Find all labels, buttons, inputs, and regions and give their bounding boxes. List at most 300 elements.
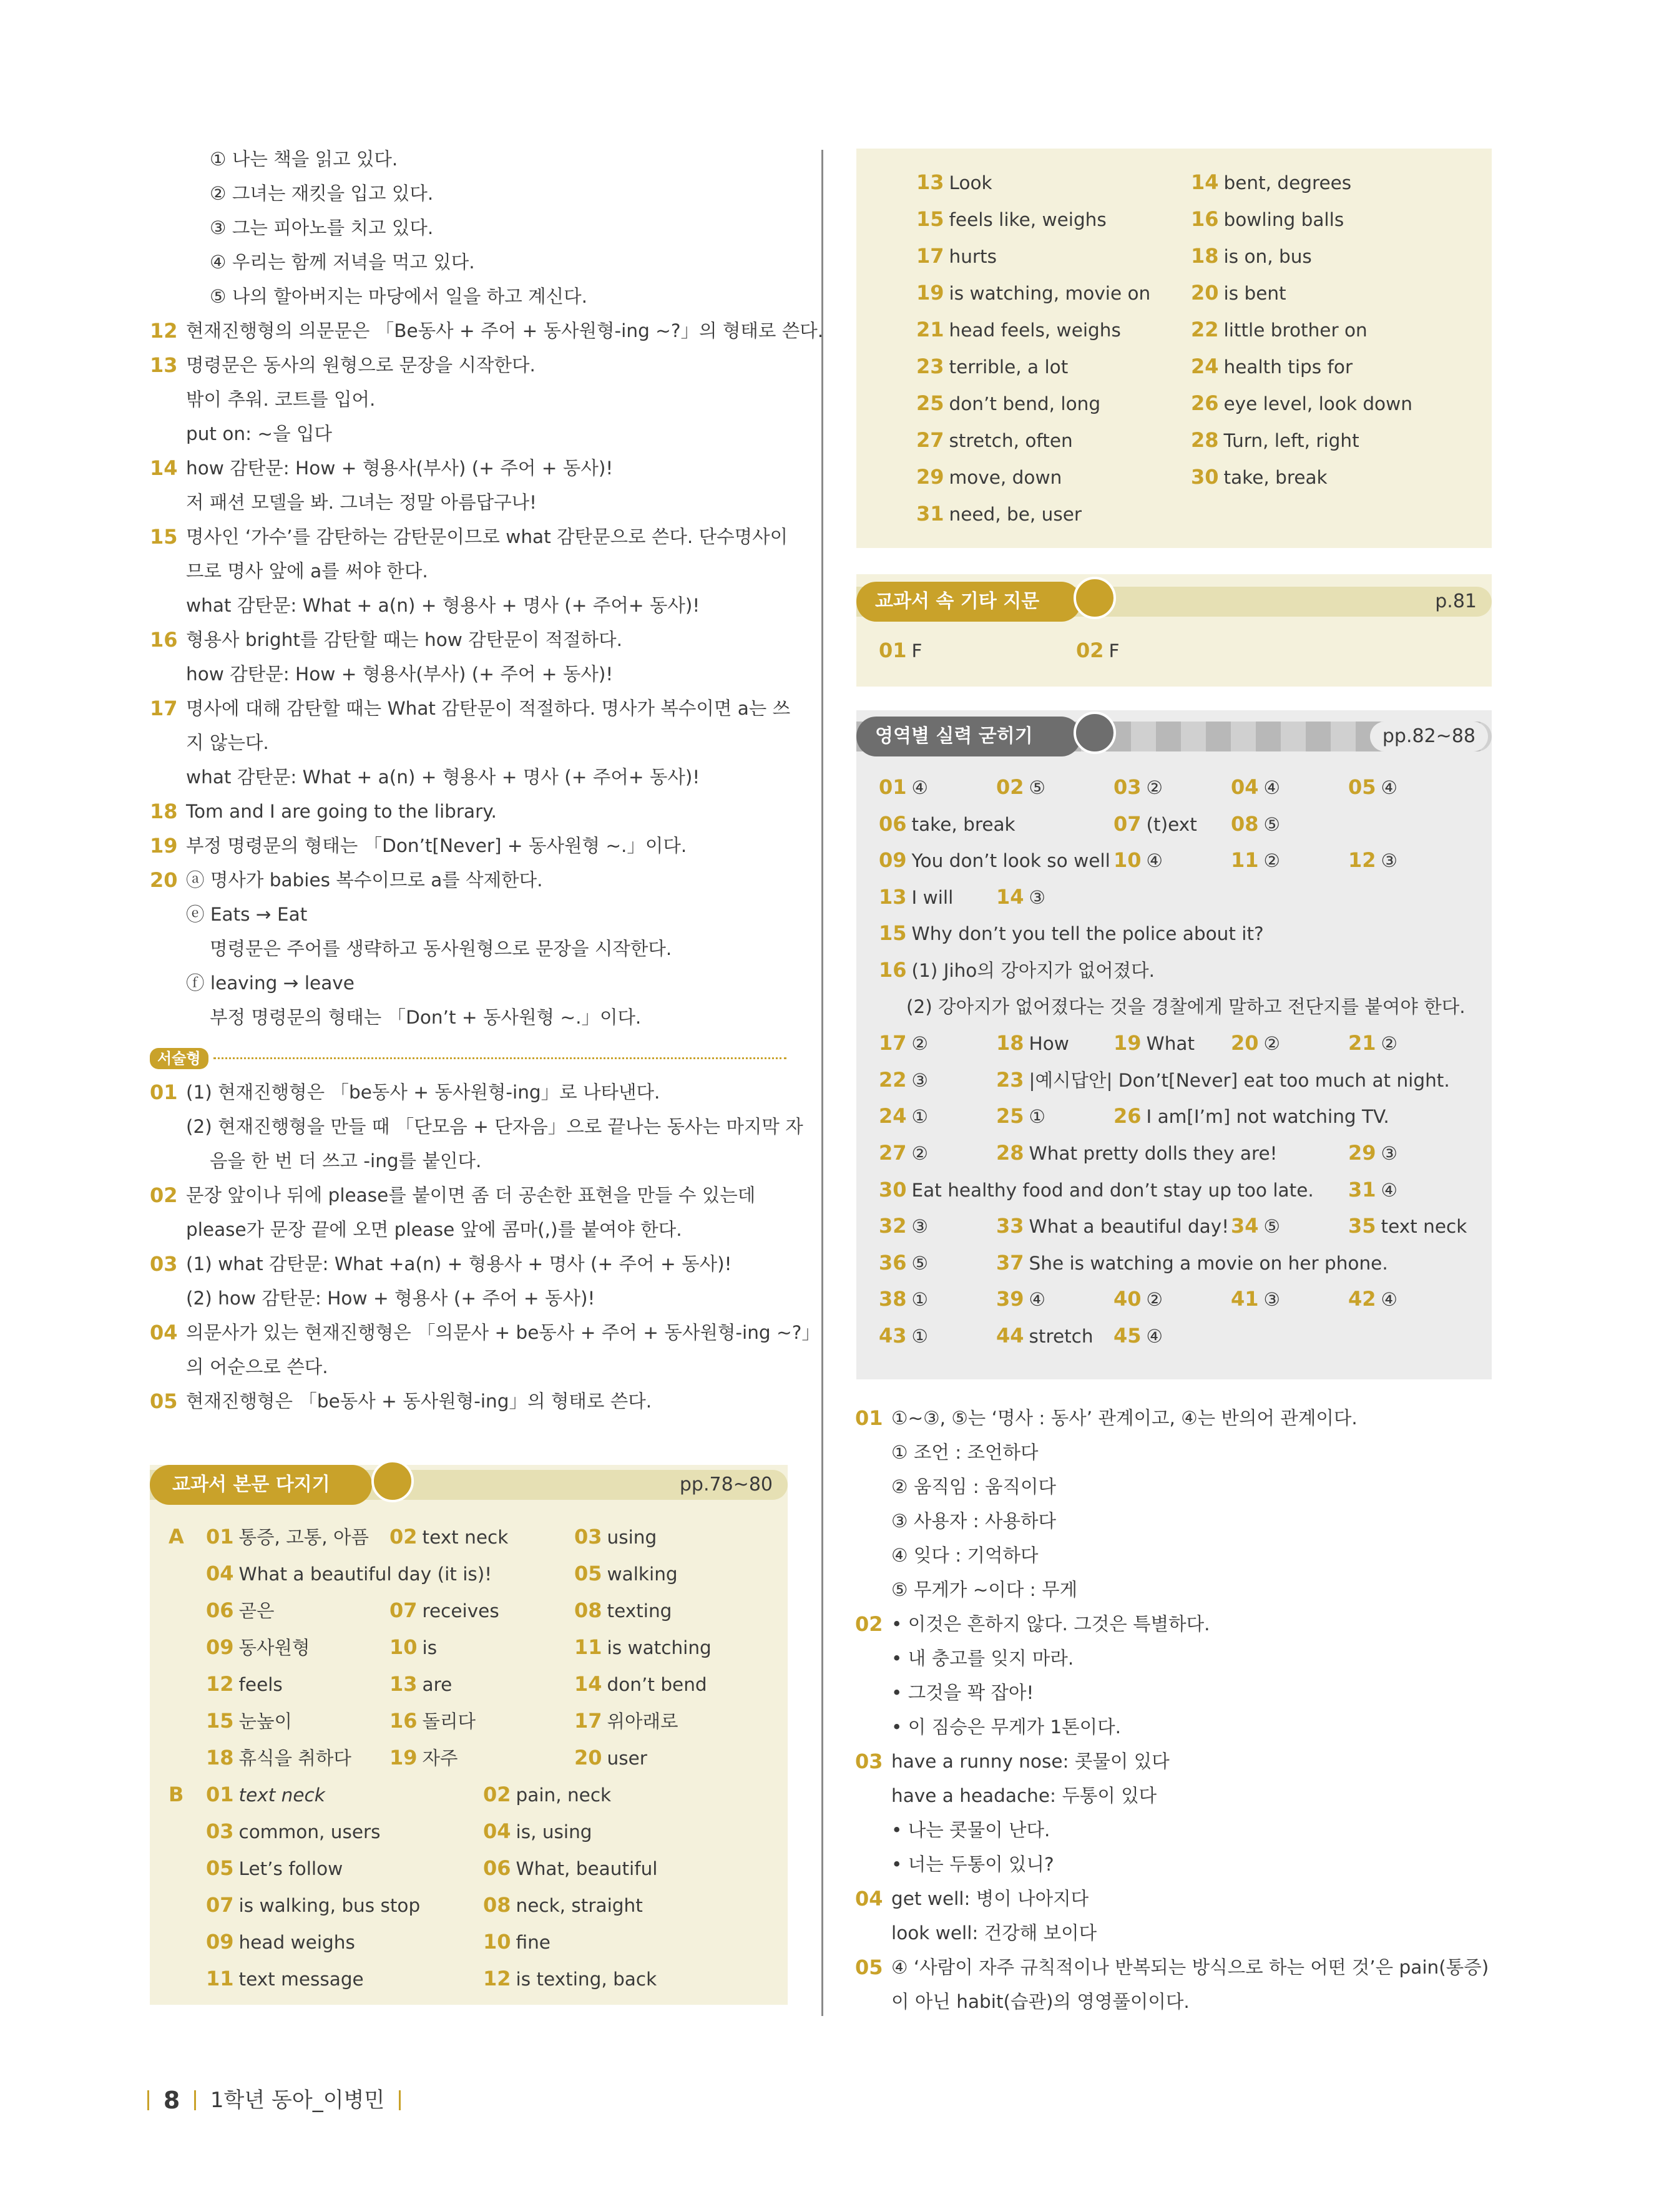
answer-number: 20 [1191,281,1219,305]
explanation-text: 부정 명령문의 형태는 「Don’t[Never] + 동사원형 ~.」이다. [186,835,687,856]
answer-number: 07 [206,1893,234,1917]
explanation-line [150,245,786,280]
answer-cell [1191,164,1351,202]
answer-text: (1) Jiho의 강아지가 없어졌다. [911,959,1155,981]
answer-text: ③ [1381,850,1397,872]
answer-row [150,1740,788,1776]
answer-number: 43 [879,1323,907,1348]
answer-text: take, break [1223,467,1328,488]
answer-text: health tips for [1223,356,1353,378]
answer-text: Turn, left, right [1223,430,1359,451]
answer-cell [389,1703,476,1740]
answer-text: fine [516,1932,551,1953]
answer-text: ② [911,1033,928,1055]
answer-cell [574,1666,707,1703]
answer-text: ① [911,1289,928,1311]
explanation-text: ⑤ 나의 할아버지는 마당에서 일을 하고 계신다. [210,286,588,307]
answer-cell [879,952,1155,989]
answer-row [856,459,1492,496]
question-number: 03 [150,1252,178,1276]
explanation-line [855,1607,1492,1642]
answer-text: ⑤ [1263,1216,1280,1238]
answer-number: 31 [1348,1177,1376,1201]
explanation-line [150,795,786,829]
answer-number: 01 [879,775,907,799]
answer-text: ⑤ [1029,777,1045,798]
gita-header [856,582,1492,619]
answer-cell [389,1629,437,1666]
answer-cell [1113,806,1197,843]
question-number: 01 [150,1080,178,1104]
explanation-line [150,1178,786,1213]
answers-top-list [856,164,1492,532]
answer-cell [879,879,953,916]
answer-cell [389,1666,452,1703]
answer-number: 37 [996,1250,1024,1275]
footer-bar [194,2090,196,2110]
answer-row [856,1135,1492,1172]
explanation-text: 명사인 ‘가수’를 감탄하는 감탄문이므로 what 감탄문으로 쓴다. 단수명사이 [186,526,788,547]
answer-number: 35 [1348,1214,1376,1238]
question-number: 04 [150,1321,178,1344]
answer-cell [206,1887,420,1924]
answer-text: ① [911,1325,928,1347]
answer-cell [389,1592,499,1630]
answer-text: 위아래로 [607,1711,678,1732]
answer-number: 18 [1191,244,1219,268]
answer-row [856,879,1492,916]
answer-text: don’t bend, long [949,393,1101,414]
explanation-text: how 감탄문: How + 형용사(부사) (+ 주어 + 동사)! [186,663,614,685]
explanation-text: • 내 충고를 잊지 마라. [891,1648,1074,1669]
footer-title: 1학년 동아_이병민 [210,2087,385,2113]
answer-cell [879,769,928,806]
answer-number: 11 [574,1635,602,1659]
answer-number: 06 [206,1598,234,1622]
answer-cell [206,1555,492,1593]
answer-row [856,1172,1492,1208]
answer-row [856,1318,1492,1354]
question-number: 02 [855,1612,883,1636]
answer-number: 31 [916,502,944,526]
explanation-text: 부정 명령문의 형태는 「Don’t + 동사원형 ~.」이다. [210,1007,642,1028]
answer-text: What, beautiful [516,1858,658,1879]
answer-cell [206,1960,364,1998]
explanation-text: ④ ‘사람이 자주 규칙적이나 반복되는 방식으로 하는 어떤 것’은 pain(통증) [891,1957,1489,1978]
explanation-text: ⓐ 명사가 babies 복수이므로 a를 삭제한다. [186,869,543,891]
explanation-text: • 너는 두통이 있니? [891,1854,1054,1875]
explanation-line [855,1813,1492,1847]
answer-number: 28 [996,1140,1024,1165]
explanation-line [855,1710,1492,1745]
answer-cell [574,1703,678,1740]
explanation-text: • 이것은 흔하지 않다. 그것은 특별하다. [891,1613,1210,1635]
explanation-line [855,1436,1492,1470]
explanation-text: (1) 현재진행형은 「be동사 + 동사원형-ing」로 나타낸다. [186,1082,660,1103]
bonmun-page: pp.78~80 [679,1474,773,1495]
explanation-text: ⑤ 무게가 ~이다 : 무게 [891,1579,1078,1600]
answer-cell [916,164,992,202]
answer-number: 11 [1231,848,1259,873]
answer-text: ③ [1381,1142,1397,1164]
answer-text: text neck [238,1784,325,1806]
explanation-text: 음을 한 번 더 쓰고 -ing를 붙인다. [210,1150,482,1172]
answer-text: You don’t look so well [911,850,1110,872]
answer-cell [916,275,1150,312]
answer-text: is [422,1637,438,1658]
answer-cell [1231,1281,1280,1318]
answer-text: don’t bend [607,1674,707,1695]
explanation-text: have a headache: 두통이 있다 [891,1785,1157,1806]
question-number: 05 [855,1955,883,1979]
answer-text: feels like, weighs [949,209,1107,230]
answer-text: little brother on [1223,320,1368,341]
answer-text: receives [422,1600,499,1622]
answer-cell [916,496,1082,533]
explanation-line [150,863,786,898]
answer-number: 04 [483,1819,511,1843]
answer-text: Look [949,172,992,193]
answer-number: 10 [1113,848,1142,873]
answer-number: 14 [1191,170,1219,194]
answer-number: 30 [1191,465,1219,489]
explanation-text: ② 움직임 : 움직이다 [891,1476,1056,1497]
answer-number: 44 [996,1323,1024,1348]
answer-cell [389,1740,458,1777]
explanation-line [150,1110,803,1144]
explanation-line [150,314,824,348]
answer-text: head feels, weighs [949,320,1121,341]
answer-number: 18 [206,1746,234,1769]
answer-cell [1348,1135,1397,1172]
explanation-text: 의 어순으로 쓴다. [186,1356,328,1378]
answer-text: 동사원형 [238,1637,310,1658]
question-number: 19 [150,834,178,858]
answer-cell [1191,275,1286,312]
answer-row [856,769,1492,806]
answer-cell [1113,1098,1389,1135]
explanation-line [855,1985,1492,2019]
answer-number: 17 [916,244,944,268]
answer-cell [879,1025,928,1062]
explanation-line [855,1504,1492,1539]
answer-cell [1113,1281,1163,1318]
explanation-text: please가 문장 끝에 오면 please 앞에 콤마(,)를 붙여야 한다. [186,1219,682,1240]
bonmun-answers [150,1519,788,1997]
answer-row [856,1062,1492,1099]
answer-cell [906,989,1466,1025]
answer-cell [916,348,1068,386]
explanation-text: 밖이 추워. 코트를 입어. [186,389,376,410]
answer-row [150,1555,788,1592]
answer-number: 26 [1113,1104,1142,1128]
answer-row [150,1629,788,1666]
answer-row [856,1208,1492,1245]
answer-text: 통증, 고통, 아픔 [238,1527,369,1548]
answer-text: Eat healthy food and don’t stay up too late. [911,1179,1314,1201]
answer-row [856,201,1492,238]
explanation-line [150,1001,786,1035]
answer-row [856,1025,1492,1062]
answer-text: ② [1263,850,1280,872]
answer-number: 02 [389,1525,418,1549]
answer-row [150,1592,788,1629]
answer-text: ⑤ [1263,813,1280,835]
explanation-line [855,1847,1492,1882]
answer-text: Let’s follow [238,1858,343,1879]
seosul-header [150,1041,786,1075]
answer-number: 14 [996,884,1024,909]
explanation-text: 지 않는다. [186,732,269,753]
explanation-text: ①~③, ⑤는 ‘명사 : 동사’ 관계이고, ④는 반의어 관계이다. [891,1407,1358,1429]
silryeok-box [856,710,1492,1379]
answer-row [856,1281,1492,1318]
answer-number: 04 [1231,775,1259,799]
answer-number: 06 [879,811,907,836]
explanation-text: 현재진행형은 「be동사 + 동사원형-ing」의 형태로 쓴다. [186,1391,652,1412]
answer-text: How [1029,1033,1069,1055]
answer-number: 12 [1348,848,1376,873]
answer-cell [1231,1025,1280,1062]
answer-cell [1191,385,1412,423]
explanation-line [150,142,786,177]
answer-number: 41 [1231,1287,1259,1311]
answer-text: ④ [1381,777,1397,798]
explanation-line [150,1075,786,1110]
answer-text: ② [1146,777,1163,798]
answer-number: 24 [1191,355,1219,378]
answer-text: stretch, often [949,430,1073,451]
answer-cell [1348,1025,1397,1062]
header-ball [1074,712,1116,754]
answer-cell [206,1776,325,1814]
answer-text: |예시답안| Don’t[Never] eat too much at night. [1029,1069,1450,1091]
explanation-line [855,1539,1492,1573]
answer-text: move, down [949,467,1062,488]
answer-cell [996,1062,1450,1099]
explanation-line [855,1401,1492,1436]
explanation-text: ④ 우리는 함께 저녁을 먹고 있다. [210,252,475,273]
answer-row [856,915,1492,952]
answer-cell [1076,632,1120,670]
explanation-list-right [855,1401,1492,2019]
answer-number: 05 [574,1562,602,1585]
question-number: 03 [855,1750,883,1773]
answer-cell [1191,201,1344,238]
answer-number: 19 [1113,1031,1142,1055]
explanation-text: • 그것을 꽉 잡아! [891,1682,1034,1703]
explanation-line [855,1470,1492,1504]
answer-cell [916,385,1100,423]
answer-number: 13 [916,170,944,194]
answer-row [856,385,1492,422]
answer-cell [996,1281,1045,1318]
answer-text: ④ [1029,1289,1045,1311]
answer-number: 15 [206,1709,234,1733]
answer-text: ④ [1381,1289,1397,1311]
answer-number: 02 [1076,639,1104,662]
answer-text: is walking, bus stop [238,1895,421,1916]
answer-row [856,164,1492,201]
gita-answers [856,632,1492,669]
answer-number: 21 [1348,1031,1376,1055]
answer-number: 13 [389,1672,418,1696]
answer-cell [1191,311,1368,349]
explanation-text: how 감탄문: How + 형용사(부사) (+ 주어 + 동사)! [186,458,614,479]
answer-text: ③ [911,1069,928,1091]
answer-row [856,952,1492,989]
explanation-text: (2) 현재진행형을 만들 때 「단모음 + 단자음」으로 끝나는 동사는 마지막 자 [186,1116,803,1137]
answer-number: 05 [1348,775,1376,799]
answer-cell [1348,842,1397,879]
answer-cell [916,459,1062,496]
answer-cell [1231,769,1280,806]
silryeok-header [856,717,1492,754]
answer-row [856,632,1492,669]
explanation-line [150,348,786,383]
answer-text: is texting, back [516,1969,657,1990]
answer-number: 16 [389,1709,418,1733]
answer-number: 25 [916,391,944,415]
answer-text: She is watching a movie on her phone. [1029,1252,1388,1274]
explanation-text: Tom and I are going to the library. [186,801,497,822]
explanation-line [855,1642,1492,1676]
answer-cell [879,915,1264,952]
answer-number: 18 [996,1031,1024,1055]
explanation-text: look well: 건강해 보이다 [891,1922,1097,1944]
answer-number: 10 [483,1930,511,1954]
answer-cell [1113,769,1163,806]
dotted-divider [213,1057,786,1059]
explanation-text: (2) how 감탄문: How + 형용사 (+ 주어 + 동사)! [186,1288,595,1309]
answer-text: neck, straight [516,1895,643,1916]
answer-number: 07 [1113,811,1142,836]
answer-number: 29 [916,465,944,489]
answer-cell [206,1850,343,1887]
answer-text: ① [911,1106,928,1128]
right-explanations [855,1401,1492,2019]
answer-cell [1191,459,1328,496]
answer-number: 19 [389,1746,418,1769]
explanation-line [150,898,786,932]
answers-box-top [856,149,1492,548]
answer-text: ② [911,1142,928,1164]
answer-number: 22 [879,1067,907,1092]
gita-page: p.81 [1435,590,1477,612]
bonmun-title: 교과서 본문 다지기 [150,1465,372,1505]
answer-cell [574,1555,678,1593]
answer-number: 05 [206,1856,234,1880]
answer-cell [879,806,1015,843]
left-column [150,142,824,1419]
answer-row [150,1960,788,1997]
answer-text: ③ [1263,1289,1280,1311]
answer-number: 11 [206,1967,234,1990]
answer-number: 15 [879,921,907,946]
answer-cell [483,1813,592,1851]
explanation-line [150,623,786,657]
explanation-line [150,1281,786,1316]
question-number: 17 [150,697,178,720]
explanation-text: 이 아닌 habit(습관)의 영영풀이이다. [891,1991,1190,2012]
answer-row [856,989,1492,1025]
answer-text: I will [911,886,954,908]
answer-row [856,275,1492,311]
answer-row [150,1850,788,1887]
gita-box [856,574,1492,687]
section-label-a: A [169,1525,184,1549]
silryeok-page: pp.82~88 [1370,722,1488,751]
explanation-text: 명령문은 동사의 원형으로 문장을 시작한다. [186,355,536,376]
answer-text: is bent [1223,283,1286,304]
answer-number: 03 [206,1819,234,1843]
explanation-text: what 감탄문: What + a(n) + 형용사 + 명사 (+ 주어+ 동사)! [186,766,700,788]
answer-text: terrible, a lot [949,356,1069,378]
column-divider [821,150,823,2016]
explanation-text: ② 그녀는 재킷을 입고 있다. [210,183,434,204]
explanation-text: ① 조언 : 조언하다 [891,1442,1039,1463]
answer-row [150,1776,788,1813]
answer-text: ② [1263,1033,1280,1055]
explanation-line [150,692,791,726]
answer-number: 01 [206,1783,234,1806]
answer-text: texting [607,1600,672,1622]
answer-text: walking [607,1564,678,1585]
explanation-text: 현재진행형의 의문문은 「Be동사 + 주어 + 동사원형-ing ~?」의 형태로 쓴다. [186,320,824,341]
answer-number: 08 [574,1598,602,1622]
answer-text: ④ [911,777,928,798]
header-ball [371,1460,414,1502]
answer-text: ④ [1146,850,1163,872]
answer-text: bowling balls [1223,209,1344,230]
answer-row [856,238,1492,275]
answer-cell [483,1850,658,1887]
answer-text: text neck [1381,1216,1467,1238]
answer-cell [879,1281,928,1318]
answer-cell [879,1098,928,1135]
explanation-text: 의문사가 있는 현재진행형은 「의문사 + be동사 + 주어 + 동사원형-ing ~?」 [186,1322,820,1343]
answer-text: 곧은 [238,1600,275,1622]
answer-text: ③ [1029,886,1045,908]
answer-number: 20 [1231,1031,1259,1055]
answer-text: ② [1381,1033,1397,1055]
answer-row [856,496,1492,532]
explanation-text: get well: 병이 나아지다 [891,1888,1089,1909]
answer-cell [1231,842,1280,879]
answer-text: 자주 [422,1748,458,1769]
explanation-text: ③ 사용자 : 사용하다 [891,1510,1056,1532]
answer-number: 12 [483,1967,511,1990]
explanation-text: ③ 그는 피아노를 치고 있다. [210,217,434,238]
answer-number: 27 [916,428,944,452]
question-number: 13 [150,353,178,377]
explanation-list [150,142,824,1035]
answer-number: 38 [879,1287,907,1311]
answer-text: 휴식을 취하다 [238,1748,351,1769]
answer-number: 07 [389,1598,418,1622]
answer-row [856,348,1492,385]
answer-number: 40 [1113,1287,1142,1311]
answer-cell [206,1740,351,1777]
answer-text: What a beautiful day! [1029,1216,1230,1238]
answer-number: 45 [1113,1323,1142,1348]
answer-cell [1191,238,1312,275]
question-number: 12 [150,319,178,343]
answer-cell [574,1519,657,1556]
answer-text: (2) 강아지가 없어졌다는 것을 경찰에게 말하고 전단지를 붙여야 한다. [906,996,1466,1017]
explanation-text: • 나는 콧물이 난다. [891,1819,1050,1841]
answer-text: take, break [911,813,1015,835]
